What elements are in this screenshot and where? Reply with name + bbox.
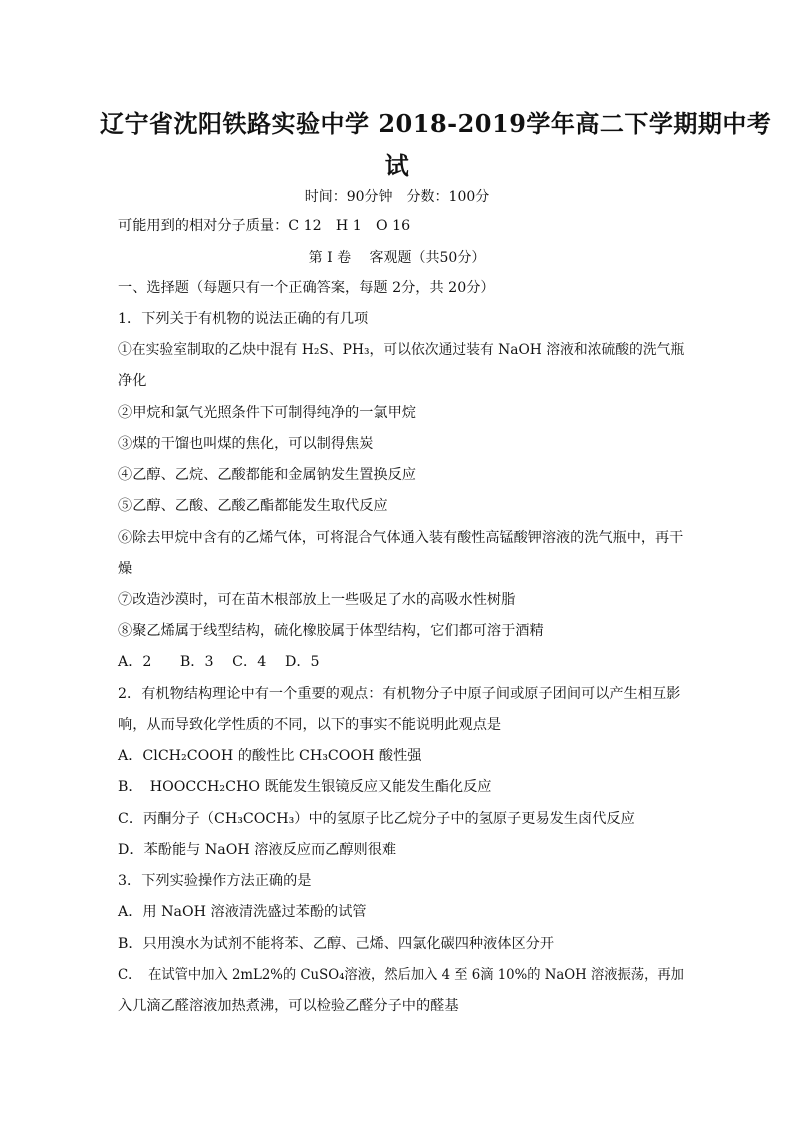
q3-option-b: B．只用溴水为试剂不能将苯、乙醇、己烯、四氯化碳四种液体区分开	[118, 936, 555, 952]
q3-option-a: A．用 NaOH 溶液清洗盛过苯酚的试管	[118, 904, 367, 920]
q2-option-c: C．丙酮分子（CH₃COCH₃）中的氢原子比乙烷分子中的氢原子更易发生卤代反应	[118, 811, 635, 827]
q2-stem: 2．有机物结构理论中有一个重要的观点：有机物分子中原子间或原子团间可以产生相互影	[118, 686, 681, 702]
q1-statement-1-cont: 净化	[118, 373, 147, 389]
q1-statement-7: ⑦改造沙漠时，可在苗木根部放上一些吸足了水的高吸水性树脂	[118, 592, 516, 608]
q1-statement-6: ⑥除去甲烷中含有的乙烯气体，可将混合气体通入装有酸性高锰酸钾溶液的洗气瓶中，再干	[118, 530, 684, 546]
exam-time-score: 时间：90分钟 分数：100分	[304, 189, 490, 205]
q1-options: A．2 B．3 C．4 D．5	[118, 654, 320, 670]
q3-option-c-cont: 入几滴乙醛溶液加热煮沸，可以检验乙醛分子中的醛基	[118, 998, 459, 1014]
q2-option-d: D．苯酚能与 NaOH 溶液反应而乙醇则很难	[118, 842, 397, 858]
exam-title-line-1: 辽宁省沈阳铁路实验中学 2018-2019学年高二下学期期中考	[100, 109, 772, 138]
q2-stem-cont: 响，从而导致化学性质的不同，以下的事实不能说明此观点是	[118, 717, 502, 733]
q3-option-c: C． 在试管中加入 2mL2%的 CuSO₄溶液，然后加入 4 至 6滴 10%的 NaOH 溶液振荡，再加	[118, 967, 684, 983]
q2-option-a: A．ClCH₂COOH 的酸性比 CH₃COOH 酸性强	[118, 748, 422, 764]
q1-statement-5: ⑤乙醇、乙酸、乙酸乙酯都能发生取代反应	[118, 498, 388, 514]
exam-title-line-2: 试	[384, 151, 410, 180]
q3-stem: 3．下列实验操作方法正确的是	[118, 873, 312, 889]
q1-statement-6-cont: 燥	[118, 561, 133, 577]
q1-stem: 1．下列关于有机物的说法正确的有几项	[118, 311, 369, 327]
molar-mass-info: 可能用到的相对分子质量：C 12 H 1 O 16	[118, 218, 411, 234]
q1-statement-3: ③煤的干馏也叫煤的焦化，可以制得焦炭	[118, 436, 374, 452]
section-heading: 第 I 卷 客观题（共50分）	[308, 250, 486, 266]
q1-statement-8: ⑧聚乙烯属于线型结构，硫化橡胶属于体型结构，它们都可溶于酒精	[118, 623, 544, 639]
q1-statement-4: ④乙醇、乙烷、乙酸都能和金属钠发生置换反应	[118, 467, 416, 483]
q1-statement-2: ②甲烷和氯气光照条件下可制得纯净的一氯甲烷	[118, 405, 416, 421]
q1-statement-1: ①在实验室制取的乙炔中混有 H₂S、PH₃，可以依次通过装有 NaOH 溶液和浓硫酸的洗气瓶	[118, 342, 685, 358]
q2-option-b: B． HOOCCH₂CHO 既能发生银镜反应又能发生酯化反应	[118, 779, 492, 795]
part-heading: 一、选择题（每题只有一个正确答案，每题 2分，共 20分）	[118, 280, 495, 296]
